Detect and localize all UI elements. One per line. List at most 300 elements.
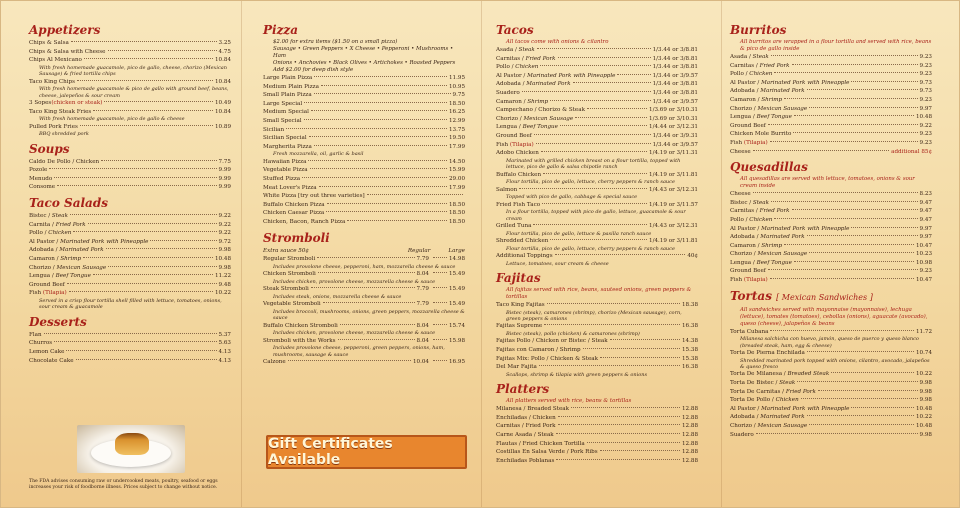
leader-dots [522, 91, 651, 92]
item-name-italic: Chicken [48, 230, 72, 237]
item-name: Pozole [29, 167, 48, 174]
item-price: 11.72 [915, 328, 932, 335]
item-description: Includes provolone cheese, pepperoni, ham, mozzarella cheese & sauce [273, 263, 456, 270]
menu-item [263, 74, 465, 83]
menu-item [730, 62, 932, 71]
item-name: Pulled Pork Fries [29, 123, 78, 130]
item-price: 9.98 [218, 247, 231, 254]
item-name: Chips & Salsa [29, 40, 69, 46]
item-price: 9.99 [218, 175, 231, 182]
menu-item [730, 190, 932, 199]
leader-dots [774, 72, 917, 73]
menu-item [730, 405, 932, 414]
leader-dots [770, 278, 914, 279]
leader-dots [311, 287, 415, 288]
item-price: 9.73 [919, 79, 932, 86]
leader-dots [797, 381, 917, 382]
section-title: Fajitas [496, 270, 541, 285]
menu-item [730, 199, 932, 208]
gift-certificates-banner: Gift Certificates Available [266, 435, 467, 469]
item-name: Camaron / Shrimp [730, 242, 783, 249]
item-name: Carnitas / Fried Pork [496, 55, 556, 62]
item-name: Sicilian [263, 126, 285, 133]
leader-dots [583, 348, 680, 349]
item-price: 13.75 [448, 126, 465, 133]
menu-item [263, 192, 465, 201]
item-price-regular: 8.04 [416, 337, 429, 344]
column-2 [263, 21, 465, 501]
item-price: 18.50 [448, 100, 465, 107]
leader-dots [83, 257, 213, 258]
item-price: 10.74 [915, 350, 932, 357]
item-price: 10.22 [915, 414, 932, 421]
item-name: Cheese [730, 191, 751, 198]
menu-item [730, 379, 932, 388]
leader-dots [304, 119, 447, 120]
section-note: $2.00 for extra items ($1.50 on a small pizza) [273, 39, 398, 45]
item-price: 18.50 [448, 210, 465, 217]
menu-item [730, 139, 932, 148]
item-price-regular: 7.79 [416, 256, 429, 263]
item-name: Lengua / Beef Tongue [730, 259, 792, 266]
panel-divider [481, 1, 482, 507]
item-name: Buffalo Chicken Stromboli [263, 322, 338, 329]
item-name: Bistec / Steak [730, 199, 770, 206]
leader-dots [617, 74, 650, 75]
leader-dots [818, 390, 918, 391]
item-description: Flour tortilla, pico de gallo, lettuce, cherry peppers & ranch sauce [506, 179, 675, 186]
item-name-italic: Beef Tongue [522, 124, 558, 131]
item-name-italic: Beef Tongue [756, 114, 792, 121]
leader-dots [807, 89, 918, 90]
item-price: 4.13 [218, 348, 231, 355]
item-price: 16.25 [448, 109, 465, 116]
menu-item [29, 212, 231, 221]
section-stromboli [263, 231, 465, 367]
menu-item [29, 255, 231, 264]
leader-dots [76, 359, 217, 360]
item-name-italic: Steak [752, 199, 770, 206]
item-price: 1/4.19 or 3/11.57 [649, 201, 698, 208]
leader-dots [784, 244, 914, 245]
item-name-italic: Marinated Pork with Pineapple [761, 225, 850, 232]
item-name: Carnitas / Fried Pork [730, 208, 790, 215]
item-description: Includes provolone cheese, pepperoni, green peppers, onions, ham, mushrooms, sausage & sauce [273, 345, 445, 358]
item-name: Vegetable Pizza [263, 167, 308, 174]
menu-item [730, 130, 932, 139]
item-price: 12.88 [681, 423, 698, 430]
menu-item [29, 158, 231, 167]
item-name: Chocolate Cake [29, 357, 74, 364]
leader-dots [770, 330, 914, 331]
menu-item [29, 289, 231, 298]
leader-dots [541, 151, 647, 152]
item-name-italic: Beef Tongue [756, 259, 792, 266]
menu-item [263, 285, 465, 294]
item-name-italic: Chicken [749, 216, 773, 223]
item-name-italic: Marinated Pork with Pineapple [527, 72, 616, 79]
menu-item [496, 186, 698, 195]
leader-dots [44, 333, 217, 334]
leader-dots [851, 81, 917, 82]
column-4 [730, 21, 932, 501]
item-name: Flautas / Fried Chicken Tortilla [496, 440, 585, 447]
leader-dots [807, 235, 918, 236]
leader-dots [309, 136, 447, 137]
leader-dots [54, 341, 216, 342]
leader-dots [321, 85, 447, 86]
leader-dots [575, 117, 647, 118]
item-name: Taco King Chips [29, 78, 75, 85]
item-name-italic: Marinated Pork with Pineapple [761, 405, 850, 412]
section-taco-salads [29, 196, 231, 311]
leader-dots [558, 416, 680, 417]
section-title: Soups [29, 141, 70, 156]
item-price: 5.63 [218, 340, 231, 347]
item-price: 9.23 [919, 54, 932, 60]
item-name: Camaron / Shrimp [730, 96, 783, 103]
leader-dots [101, 160, 216, 161]
item-price: 9.99 [218, 184, 231, 191]
menu-item [29, 246, 231, 255]
item-name: Carnitas / Fried Pork [496, 423, 556, 430]
section-appetizers [29, 23, 231, 138]
item-name: Chorizo / Mexican Sausage [730, 251, 808, 258]
item-price: 9.98 [218, 264, 231, 271]
item-name: Menudo [29, 175, 53, 182]
item-name: Regular Stromboli [263, 256, 316, 263]
item-price-large: 15.49 [448, 286, 465, 293]
leader-dots [73, 231, 216, 232]
item-price: 9.75 [452, 92, 465, 99]
leader-dots [571, 407, 680, 408]
menu-item [496, 72, 698, 81]
item-price: 9.73 [919, 88, 932, 95]
item-price: 18.50 [448, 218, 465, 225]
menu-item [730, 370, 932, 379]
menu-item [496, 422, 698, 431]
item-name-italic: Fried Pork [759, 62, 790, 69]
item-name-italic: Mexican Sausage [757, 105, 808, 112]
item-price-large: 15.98 [448, 337, 465, 344]
panel-divider [241, 1, 242, 507]
item-name-italic: Steak [518, 47, 535, 53]
leader-dots [310, 168, 447, 169]
item-description: Scallops, shrimp & tilapia with green peppers & onions [506, 371, 648, 378]
item-price: 10.22 [214, 290, 231, 297]
menu-item [496, 80, 698, 89]
menu-item [29, 238, 231, 247]
item-price-large: 15.74 [448, 322, 465, 329]
item-name: Torta De Milanesa / Breaded Steak [730, 371, 830, 378]
leader-dots [104, 101, 213, 102]
item-name: Medium Special [263, 109, 309, 116]
section-title: Quesadillas [730, 160, 808, 175]
item-name-italic: Fried Pork [785, 388, 816, 395]
item-name: Suadero [730, 431, 754, 438]
leader-dots [93, 110, 213, 111]
menu-item [496, 405, 698, 414]
item-description: Includes chicken, provolone cheese, mozzarella cheese & sauce [273, 278, 436, 285]
section-burritos [730, 23, 932, 156]
menu-item [730, 267, 932, 276]
menu-item [730, 422, 932, 431]
section-title: Stromboli [263, 230, 330, 245]
leader-dots [558, 424, 680, 425]
item-name: Fajitas Pollo / Chicken or Bistec / Steak [496, 338, 608, 345]
large-label: Large [448, 247, 465, 254]
item-price: 9.72 [218, 238, 231, 245]
item-name: Lemon Cake [29, 348, 65, 355]
item-name: Chicken, Bacon, Ranch Pizza [263, 218, 346, 225]
menu-item [496, 106, 698, 115]
item-extra: (Tilapia) [42, 290, 67, 297]
menu-item [496, 55, 698, 64]
section-fajitas [496, 271, 698, 378]
menu-item [496, 141, 698, 150]
leader-dots [93, 274, 213, 275]
item-name: Chorizo / Mexican Sausage [29, 264, 107, 271]
leader-dots [88, 223, 217, 224]
menu-item [263, 358, 465, 367]
item-name: Caldo De Pollo / Chicken [29, 158, 100, 165]
menu-item [496, 115, 698, 124]
menu-item [730, 148, 932, 157]
section-note: Onions • Anchovies • Black Olives • Artichokes • Roasted Peppers [273, 60, 456, 66]
item-price: 4.75 [218, 48, 231, 55]
item-price: 9.22 [218, 230, 231, 237]
leader-dots [433, 339, 447, 340]
item-name-italic: Fried Pork [55, 221, 86, 228]
item-name: Del Mar Fajita [496, 364, 537, 371]
leader-dots [771, 55, 918, 56]
section-note: Sausage • Green Peppers • X Cheese • Pepperoni • Mushrooms • Ham [273, 46, 454, 59]
item-price: 10.84 [214, 57, 231, 64]
leader-dots [794, 115, 914, 116]
item-name-italic: Steak [779, 380, 796, 387]
leader-dots [308, 160, 447, 161]
item-price: 11.95 [448, 75, 465, 81]
menu-item [496, 123, 698, 132]
leader-dots [540, 65, 650, 66]
leader-dots [793, 132, 917, 133]
leader-dots [807, 415, 914, 416]
menu-item [730, 105, 932, 114]
menu-item [730, 225, 932, 234]
item-name-italic: Shrimp [761, 96, 783, 103]
item-price: 1/3.44 or 3/9.57 [652, 98, 698, 105]
section-note: All fajitas served with rice, beans, sauteed onions, green peppers & tortillas [506, 286, 692, 300]
leader-dots [367, 194, 463, 195]
item-name: Suadero [496, 89, 520, 96]
item-name: Fish (Tilapia) [730, 277, 768, 284]
item-name: Small Plain Pizza [263, 92, 312, 99]
item-description: Includes steak, onions, mozzarella cheese & sauce [273, 293, 402, 300]
leader-dots [792, 209, 918, 210]
leader-dots [314, 145, 447, 146]
menu-item [730, 233, 932, 242]
menu-item [263, 91, 465, 100]
item-price: 1/3.44 or 3/8.81 [652, 81, 698, 88]
item-price: 12.88 [681, 449, 698, 456]
menu-item [263, 126, 465, 135]
leader-dots [550, 239, 647, 240]
item-name: Grilled Tuna [496, 222, 532, 229]
item-name-italic: Shrimp [527, 98, 549, 105]
item-price: 9.98 [919, 397, 932, 404]
item-price: 9.23 [919, 96, 932, 103]
section-tortas [730, 289, 932, 440]
menu-item [730, 396, 932, 405]
item-name-italic: Mexican Sausage [523, 115, 574, 122]
leader-dots [539, 365, 680, 366]
item-price: 15.38 [681, 355, 698, 362]
menu-item [730, 70, 932, 79]
item-name: Chicken Caesar Pizza [263, 210, 325, 217]
item-name: Margherita Pizza [263, 143, 312, 150]
item-price: 12.88 [681, 440, 698, 447]
leader-dots [831, 372, 914, 373]
menu-item [29, 108, 231, 117]
item-name: Torta De Pierna Enchilada [730, 350, 805, 357]
section-desserts [29, 315, 231, 365]
leader-dots [768, 124, 918, 125]
menu-item [263, 100, 465, 109]
column-3 [496, 21, 698, 501]
item-description: In a flour tortilla, topped with pico de gallo, lettuce, guacamole & sour cream [506, 209, 686, 222]
item-name: Fajitas Supreme [496, 323, 543, 330]
item-price: 9.23 [919, 268, 932, 275]
item-name: Chorizo / Mexican Sausage [730, 105, 808, 112]
item-description: Milanesa salchicha con huevo, jamón, queso de puerco y queso blanco (breaded steak, ham, egg & cheese) [740, 336, 919, 349]
item-name: Enchiladas Poblanas [496, 457, 555, 464]
menu-item [496, 98, 698, 107]
leader-dots [57, 185, 216, 186]
item-price: 12.88 [681, 431, 698, 438]
item-price: 10.47 [915, 277, 932, 284]
item-name-italic: Chicken [749, 71, 773, 78]
item-price-large: 15.49 [448, 301, 465, 308]
item-price: 10.95 [448, 83, 465, 90]
item-name: Torta De Carnitas / Fried Pork [730, 388, 816, 395]
item-description: Bistec (steak), pollo (chicken) & camarones (shrimp) [506, 330, 640, 337]
leader-dots [433, 302, 447, 303]
item-name: Consome [29, 184, 56, 191]
section-title: Desserts [29, 314, 87, 329]
item-extra: (Tilapia) [743, 277, 768, 284]
item-description: Includes chicken, provolone cheese, mozzarella cheese & sauce [273, 330, 436, 337]
item-price: 9.98 [919, 380, 932, 387]
item-name: Additional Toppings [496, 252, 553, 259]
leader-dots [809, 252, 914, 253]
item-name: 3 Sopes(chicken or steak) [29, 100, 103, 106]
menu-item [496, 149, 698, 158]
item-name: Al Pastor / Marinated Pork with Pineapple [496, 72, 616, 79]
menu-item [29, 99, 231, 108]
leader-dots [556, 433, 680, 434]
flan-shape [115, 433, 149, 455]
item-name-italic: Marinated Pork [760, 414, 805, 421]
leader-dots [771, 201, 918, 202]
menu-item [496, 440, 698, 449]
item-name-italic: Shrimp [761, 242, 783, 249]
item-price: 1/3.69 or 3/10.31 [649, 107, 698, 114]
item-price: 4.13 [218, 357, 231, 364]
item-name: Large Plain Pizza [263, 75, 313, 81]
menu-item [29, 348, 231, 357]
item-price-regular: 8.04 [416, 271, 429, 278]
section-pizza [263, 23, 465, 227]
item-name: Meat Lover's Pizza [263, 184, 317, 191]
item-name: Fish (Tilapia) [29, 290, 67, 297]
leader-dots [338, 339, 415, 340]
item-price: 1/4.19 or 3/11.31 [649, 150, 698, 157]
item-name: Fried Fish Taco [496, 201, 541, 208]
item-price: 9.48 [218, 281, 231, 288]
leader-dots [851, 227, 917, 228]
item-name: Lengua / Beef Tongue [730, 114, 792, 121]
item-price: 10.98 [915, 259, 932, 266]
item-name: Adobada / Marinated Pork [730, 88, 805, 95]
menu-item [263, 158, 465, 167]
leader-dots [533, 224, 647, 225]
menu-item [29, 281, 231, 290]
item-name: Medium Plain Pizza [263, 83, 319, 90]
item-name-italic: Marinated Pork [760, 234, 805, 241]
leader-dots [71, 41, 217, 42]
item-price: 17.99 [448, 184, 465, 191]
item-price: 15.99 [448, 167, 465, 174]
leader-dots [770, 141, 918, 142]
item-description: Bistec (steak), camarones (shrimp), chorizo (Mexican sausage), corn, green peppers & onions [506, 309, 682, 322]
leader-dots [311, 110, 447, 111]
item-price: 12.88 [681, 457, 698, 464]
leader-dots [347, 220, 447, 221]
item-price: 9.97 [919, 234, 932, 241]
menu-item [730, 250, 932, 259]
item-price: 17.99 [448, 143, 465, 150]
item-name-italic: Breaded Steak [787, 371, 830, 378]
item-price: 7.75 [218, 158, 231, 165]
item-name: Campechano / Chorizo & Steak [496, 107, 585, 114]
item-price: 9.47 [919, 199, 932, 206]
leader-dots [286, 128, 447, 129]
item-name: Calzone [263, 358, 286, 365]
menu-item [496, 63, 698, 72]
menu-item [730, 276, 932, 285]
item-name: Taco King Fajitas [496, 301, 545, 308]
item-name-italic: Mexican Sausage [56, 264, 107, 271]
item-name-italic: Marinated Pork with Pineapple [761, 79, 850, 86]
item-price: 10.48 [915, 423, 932, 430]
item-name: White Pizza [try out three varieties] [263, 193, 365, 200]
menu-item [730, 388, 932, 397]
item-price: 8.23 [919, 191, 932, 198]
menu-item [263, 166, 465, 175]
item-price-large: 15.49 [448, 271, 465, 278]
stromboli-header [263, 247, 465, 256]
item-price: 10.84 [214, 78, 231, 85]
item-price-regular: 7.79 [416, 286, 429, 293]
item-price: 10.89 [214, 123, 231, 130]
item-price-large: 16.95 [448, 358, 465, 365]
item-name-italic: Marinated Pork [526, 81, 571, 88]
menu-item [29, 272, 231, 281]
item-name: Churros [29, 340, 53, 347]
leader-dots [340, 324, 415, 325]
item-price: 19.50 [448, 135, 465, 142]
menu-item [29, 183, 231, 192]
